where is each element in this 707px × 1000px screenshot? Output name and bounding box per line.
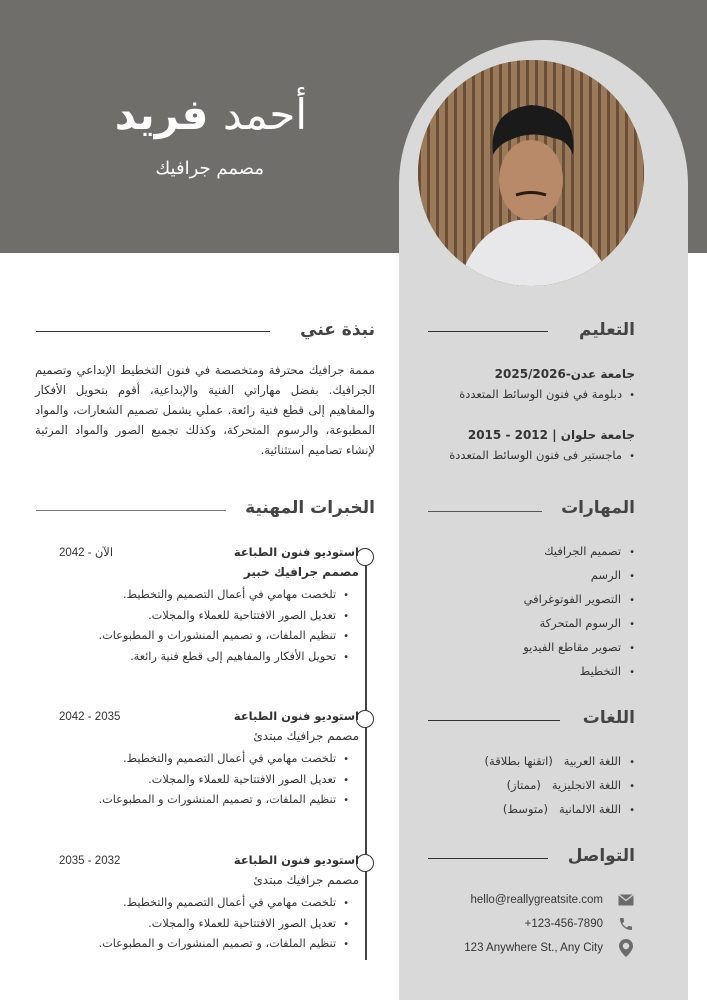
mail-icon [617, 891, 635, 909]
education-title: التعليم [579, 320, 635, 340]
education-head: جامعة حلوان | 2012 - 2015 [467, 428, 635, 442]
languages-title: اللغات [582, 708, 635, 728]
education-head: جامعة عدن-2025/2026 [494, 367, 635, 381]
about-divider [36, 331, 270, 332]
job-date: 2042 - 2035 [59, 711, 121, 723]
job-date: 2035 - 2032 [59, 855, 121, 867]
job-bullet: • تحويل الأفكار والمفاهيم إلى قطع فنية رائعة. [59, 647, 349, 668]
job-company: استوديو فنون الطباعة [233, 709, 359, 723]
job-bullet: • تنظيم الملفات، و تصميم المنشورات و المطبوعات. [59, 626, 349, 647]
skill-item: • التخطيط [523, 660, 635, 684]
contact-email[interactable]: hello@reallygreatsite.com [470, 894, 603, 906]
education-degree: • ماجستير فى فنون الوسائط المتعددة [425, 445, 635, 467]
job-entry [59, 853, 359, 955]
job-entry [59, 709, 359, 811]
skill-item: • الرسم [523, 564, 635, 588]
about-title: نبذة عني [300, 320, 375, 340]
contact-address-row [455, 936, 635, 960]
last-name: فريد [114, 90, 209, 139]
skills-divider [428, 511, 542, 512]
skill-item: • تصوير مقاطع الفيديو [523, 636, 635, 660]
contact-email-row[interactable] [455, 888, 635, 912]
job-bullet: • تعديل الصور الافتتاحية للعملاء والمجلات. [59, 914, 349, 935]
phone-icon [617, 915, 635, 933]
job-title: مصمم جرافيك مبتدئ [253, 729, 359, 743]
contact-address: 123 Anywhere St., Any City [464, 942, 603, 954]
job-title: مصمم جرافيك خبير [243, 565, 359, 579]
timeline-line [365, 558, 367, 960]
experience-title: الخبرات المهنية [245, 498, 375, 518]
job-bullet: • تعديل الصور الافتتاحية للعملاء والمجلات. [59, 606, 349, 627]
location-pin-icon [617, 939, 635, 957]
job-entry [59, 545, 359, 667]
job-bullet: • تلخصت مهامي في أعمال التصميم والتخطيط. [59, 585, 349, 606]
person-role: مصمم جرافيك [155, 158, 264, 179]
education-degree: • دبلومة في فنون الوسائط المتعددة [425, 384, 635, 406]
job-bullets [59, 749, 359, 811]
job-company: استوديو فنون الطباعة [233, 545, 359, 559]
profile-photo [418, 60, 644, 286]
contact-divider [428, 858, 548, 859]
person-name [115, 90, 307, 139]
contact-phone-row[interactable] [455, 912, 635, 936]
skills-list [523, 540, 635, 684]
job-bullet: • تلخصت مهامي في أعمال التصميم والتخطيط. [59, 749, 349, 770]
contact-phone[interactable]: +123-456-7890 [524, 918, 603, 930]
job-bullets [59, 585, 359, 667]
job-date: 2042 - الآن [59, 547, 114, 559]
job-bullets [59, 893, 359, 955]
job-title: مصمم جرافيك مبتدئ [253, 873, 359, 887]
language-item: • اللغة الالمانية (متوسط) [485, 798, 635, 822]
job-company: استوديو فنون الطباعة [233, 853, 359, 867]
language-item: • اللغة الانجليزية (ممتاز) [485, 774, 635, 798]
skill-item: • الرسوم المتحركة [523, 612, 635, 636]
education-entry [425, 425, 635, 467]
contact-title: التواصل [567, 846, 635, 866]
skills-title: المهارات [561, 498, 635, 518]
job-bullet: • تنظيم الملفات، و تصميم المنشورات و المطبوعات. [59, 790, 349, 811]
first-name: أحمد [223, 90, 307, 139]
about-text: مممة جرافيك محترفة ومتخصصة في فنون التخطيط الإبداعي وتصميم الجرافيك. بفضل مهاراتي الفنية والإبداعية، أقوم بتحويل الأفكار والمفاهيم إلى قطع فنية رائعة. عملي يشمل تصميم الشعارات، والمواد المطبوعة، والرسوم المتحركة، وكذلك تجميع الصور والمواد المرئية لإنشاء تصاميم استثنائية. [35, 363, 375, 457]
education-divider [428, 331, 548, 332]
language-item: • اللغة العربية (اتقنها بطلاقة) [485, 750, 635, 774]
job-bullet: • تعديل الصور الافتتاحية للعملاء والمجلات. [59, 770, 349, 791]
experience-divider [36, 510, 226, 511]
education-entry [425, 364, 635, 406]
contact-block [455, 888, 635, 960]
job-bullet: • تنظيم الملفات، و تصميم المنشورات و المطبوعات. [59, 934, 349, 955]
profile-photo-illustration [418, 60, 644, 286]
job-bullet: • تلخصت مهامي في أعمال التصميم والتخطيط. [59, 893, 349, 914]
languages-list [485, 750, 635, 822]
skill-item: • تصميم الجرافيك [523, 540, 635, 564]
languages-divider [428, 720, 560, 721]
skill-item: • التصوير الفوتوغرافي [523, 588, 635, 612]
